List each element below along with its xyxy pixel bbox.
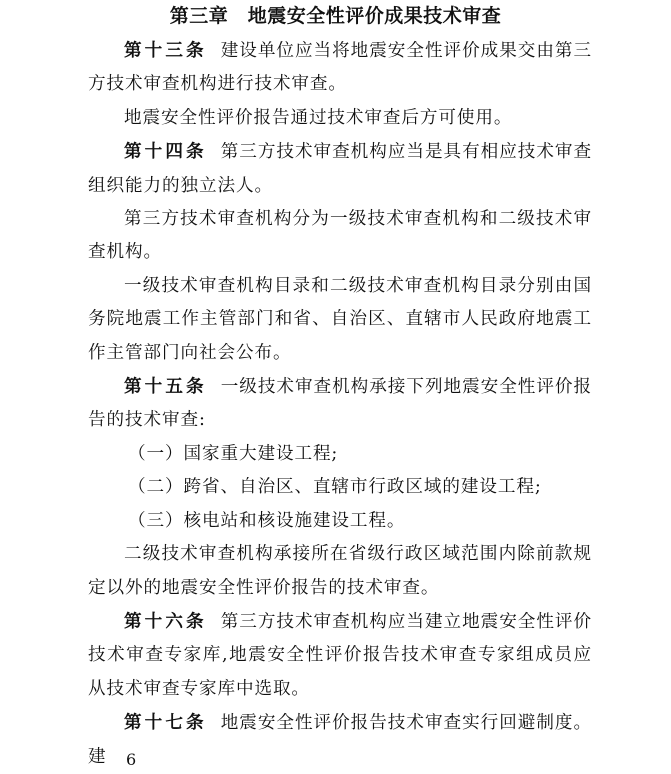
chapter-title: 第三章 地震安全性评价成果技术审查 [169, 5, 502, 27]
article-15 [88, 370, 592, 438]
paragraph-second-level: 二级技术审查机构承接所在省级行政区域范围内除前款规定以外的地震安全性评价报告的技术审查。 [88, 544, 592, 598]
article-14-text: 第三方技术审查机构应当是具有相应技术审查组织能力的独立法人。 [88, 142, 592, 196]
list-item: （一）国家重大建设工程; [128, 443, 339, 464]
document-body [88, 34, 592, 774]
paragraph-report-use: 地震安全性评价报告通过技术审查后方可使用。 [124, 107, 513, 128]
article-13 [88, 34, 592, 102]
list-item: （二）跨省、自治区、直辖市行政区域的建设工程; [128, 477, 542, 498]
article-17-number: 第十七条 [124, 712, 207, 734]
article-14 [88, 135, 592, 203]
article-13-number: 第十三条 [124, 40, 207, 61]
article-16-text: 第三方技术审查机构应当建立地震安全性评价技术审查专家库,地震安全性评价报告技术审查专家组成员应从技术审查专家库中选取。 [88, 611, 592, 699]
article-13-text: 建设单位应当将地震安全性评价成果交由第三方技术审查机构进行技术审查。 [88, 41, 592, 95]
article-14-number: 第十四条 [124, 141, 207, 163]
article-15-number: 第十五条 [124, 376, 207, 398]
page-number: 6 [126, 750, 137, 769]
article-15-text: 一级技术审查机构承接下列地震安全性评价报告的技术审查: [88, 377, 592, 431]
article-17 [88, 706, 592, 774]
paragraph-levels: 第三方技术审查机构分为一级技术审查机构和二级技术审查机构。 [88, 209, 592, 263]
paragraph-catalog: 一级技术审查机构目录和二级技术审查机构目录分别由国务院地震工作主管部门和省、自治区、直辖市人民政府地震工作主管部门向社会公布。 [88, 275, 592, 363]
article-16-number: 第十六条 [124, 610, 207, 632]
article-16 [88, 605, 592, 706]
list-item: （三）核电站和核设施建设工程。 [128, 510, 406, 531]
article-17-text: 地震安全性评价报告技术审查实行回避制度。建 [88, 713, 592, 767]
